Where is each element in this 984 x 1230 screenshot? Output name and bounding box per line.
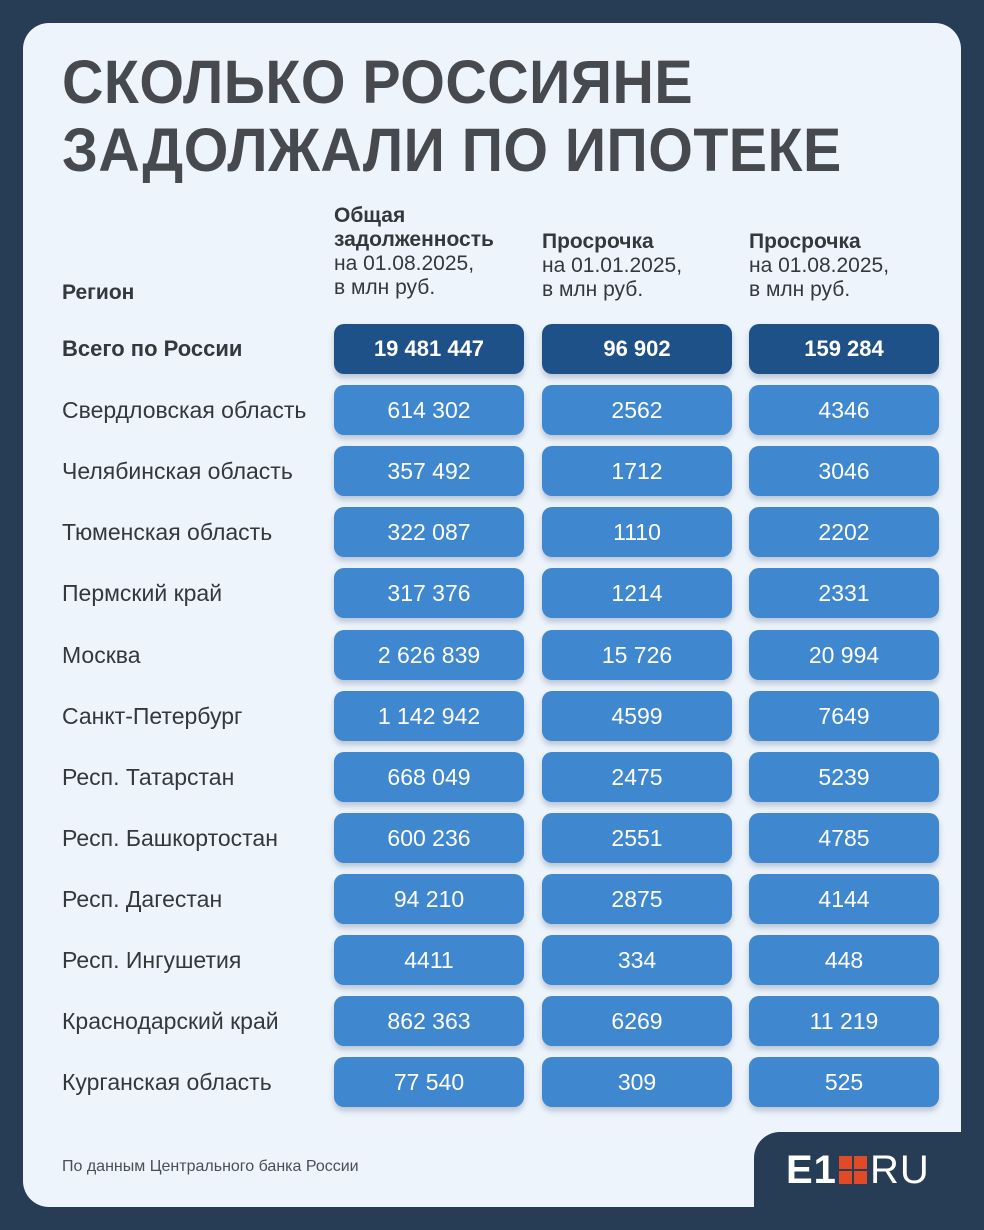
cell-total-debt: 94 210 (334, 874, 524, 924)
region-label: Респ. Дагестан (62, 886, 223, 912)
region-label: Москва (62, 642, 141, 668)
cell-overdue-aug: 448 (749, 935, 939, 985)
cell-overdue-aug: 20 994 (749, 630, 939, 680)
title-line-2: ЗАДОЛЖАЛИ ПО ИПОТЕКЕ (62, 116, 842, 184)
e1-logo (786, 1148, 930, 1192)
header-unit: в млн руб. (542, 278, 644, 301)
header-date: на 01.08.2025, (749, 254, 890, 277)
region-label: Респ. Татарстан (62, 764, 235, 790)
cell-total-debt: 77 540 (334, 1057, 524, 1107)
logo-square-icon (839, 1156, 867, 1184)
logo-text-right: RU (869, 1147, 930, 1192)
cell-overdue-aug: 7649 (749, 691, 939, 741)
cell-total-debt: 600 236 (334, 813, 524, 863)
table-row (0, 568, 984, 618)
region-label: Респ. Башкортостан (62, 825, 278, 851)
cell-overdue-aug: 3046 (749, 446, 939, 496)
table-row (0, 813, 984, 863)
cell-total-debt: 357 492 (334, 446, 524, 496)
cell-total-debt: 1 142 942 (334, 691, 524, 741)
cell-overdue-jan: 2551 (542, 813, 732, 863)
cell-total-debt: 2 626 839 (334, 630, 524, 680)
cell-total-debt: 322 087 (334, 507, 524, 557)
cell-overdue-jan: 6269 (542, 996, 732, 1046)
cell-overdue-aug: 4346 (749, 385, 939, 435)
table-row-total (0, 324, 984, 374)
region-label: Курганская область (62, 1069, 272, 1095)
table-row (0, 691, 984, 741)
cell-overdue-aug: 2202 (749, 507, 939, 557)
region-label: Краснодарский край (62, 1008, 279, 1034)
region-label: Всего по России (62, 336, 243, 361)
header-bold-2: задолженность (334, 228, 494, 251)
cell-overdue-jan: 2562 (542, 385, 732, 435)
table-row (0, 996, 984, 1046)
region-label: Тюменская область (62, 519, 273, 545)
cell-overdue-aug: 4785 (749, 813, 939, 863)
cell-overdue-jan: 2875 (542, 874, 732, 924)
cell-overdue-jan: 15 726 (542, 630, 732, 680)
cell-overdue-aug: 525 (749, 1057, 939, 1107)
cell-overdue-jan: 1110 (542, 507, 732, 557)
header-unit: в млн руб. (334, 276, 436, 299)
header-date: на 01.08.2025, (334, 252, 475, 275)
header-bold: Просрочка (542, 230, 654, 253)
region-label: Санкт-Петербург (62, 703, 243, 729)
cell-overdue-aug: 4144 (749, 874, 939, 924)
column-header-region: Регион (62, 281, 135, 304)
region-label: Челябинская область (62, 458, 293, 484)
cell-total-debt: 4411 (334, 935, 524, 985)
table-row (0, 385, 984, 435)
cell-total-debt: 614 302 (334, 385, 524, 435)
header-bold-1: Общая (334, 204, 406, 227)
column-header-overdue-aug (749, 230, 939, 302)
table-row (0, 935, 984, 985)
table-row (0, 1057, 984, 1107)
table-row (0, 630, 984, 680)
cell-overdue-jan: 309 (542, 1057, 732, 1107)
title-line-1: СКОЛЬКО РОССИЯНЕ (62, 48, 694, 116)
cell-total-debt: 317 376 (334, 568, 524, 618)
column-header-total-debt (334, 204, 524, 300)
cell-total-debt: 19 481 447 (334, 324, 524, 374)
cell-total-debt: 668 049 (334, 752, 524, 802)
header-date: на 01.01.2025, (542, 254, 683, 277)
page-title (62, 48, 870, 184)
cell-overdue-jan: 334 (542, 935, 732, 985)
table-row (0, 446, 984, 496)
cell-overdue-aug: 11 219 (749, 996, 939, 1046)
cell-overdue-jan: 1712 (542, 446, 732, 496)
column-header-overdue-jan (542, 230, 732, 302)
cell-overdue-aug: 5239 (749, 752, 939, 802)
header-unit: в млн руб. (749, 278, 851, 301)
logo-text-left: E1 (786, 1147, 837, 1192)
region-label: Свердловская область (62, 397, 307, 423)
cell-total-debt: 862 363 (334, 996, 524, 1046)
cell-overdue-aug: 2331 (749, 568, 939, 618)
region-label: Респ. Ингушетия (62, 947, 242, 973)
cell-overdue-jan: 2475 (542, 752, 732, 802)
cell-overdue-jan: 4599 (542, 691, 732, 741)
table-row (0, 752, 984, 802)
source-note: По данным Центрального банка России (62, 1158, 359, 1175)
table-row (0, 507, 984, 557)
header-bold: Просрочка (749, 230, 861, 253)
cell-overdue-aug: 159 284 (749, 324, 939, 374)
table-row (0, 874, 984, 924)
cell-overdue-jan: 1214 (542, 568, 732, 618)
cell-overdue-jan: 96 902 (542, 324, 732, 374)
region-label: Пермский край (62, 580, 223, 606)
